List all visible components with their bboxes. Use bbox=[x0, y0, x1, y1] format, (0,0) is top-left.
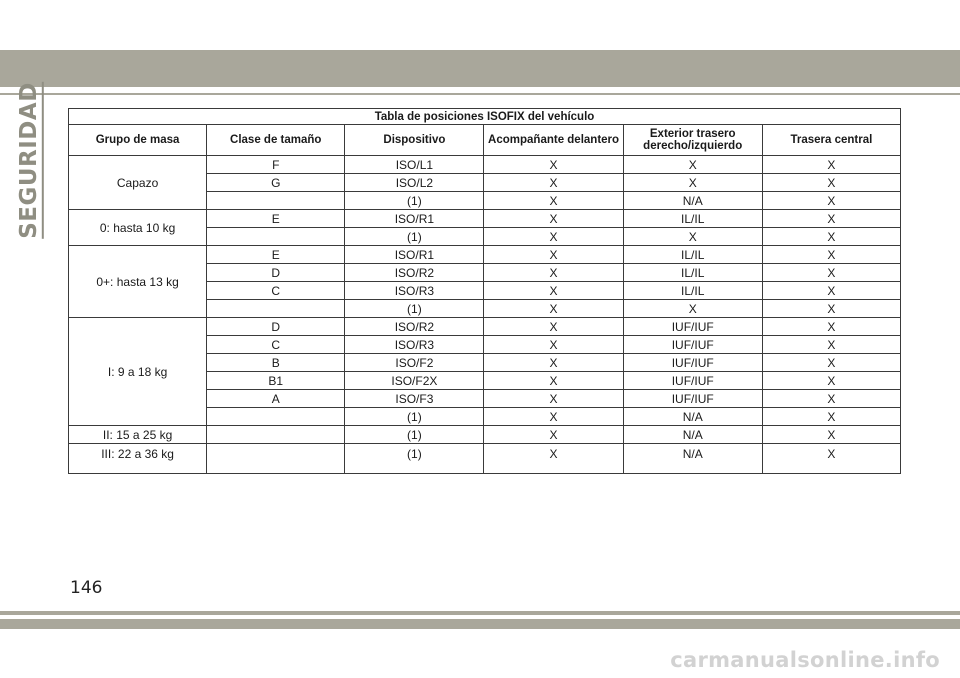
table-cell: X bbox=[762, 390, 900, 408]
column-header: Exterior trasero derecho/izquierdo bbox=[623, 125, 762, 156]
table-cell: X bbox=[484, 156, 623, 174]
table-cell: F bbox=[207, 156, 345, 174]
table-title-row bbox=[69, 109, 901, 125]
table-cell: IL/IL bbox=[623, 264, 762, 282]
table-cell: X bbox=[484, 372, 623, 390]
page-number: 146 bbox=[70, 578, 103, 598]
mass-group-cell: Capazo bbox=[69, 156, 207, 210]
table-cell: X bbox=[484, 174, 623, 192]
table-cell: ISO/R3 bbox=[345, 336, 484, 354]
table-cell: X bbox=[623, 228, 762, 246]
table-cell bbox=[207, 444, 345, 474]
table-cell: X bbox=[762, 318, 900, 336]
table-cell: (1) bbox=[345, 444, 484, 474]
table-cell: X bbox=[762, 426, 900, 444]
table-cell: X bbox=[484, 246, 623, 264]
mass-group-cell: 0+: hasta 13 kg bbox=[69, 246, 207, 318]
table-cell: ISO/R1 bbox=[345, 246, 484, 264]
table-cell: X bbox=[484, 444, 623, 474]
footer-rule bbox=[0, 611, 960, 615]
table-cell: X bbox=[484, 390, 623, 408]
table-cell: (1) bbox=[345, 300, 484, 318]
table-cell: X bbox=[484, 264, 623, 282]
column-header: Grupo de masa bbox=[69, 125, 207, 156]
mass-group-cell: II: 15 a 25 kg bbox=[69, 426, 207, 444]
watermark: carmanualsonline.info bbox=[670, 648, 940, 672]
table-cell: IUF/IUF bbox=[623, 318, 762, 336]
table-cell: X bbox=[762, 246, 900, 264]
header-band bbox=[0, 50, 960, 87]
table-cell: (1) bbox=[345, 228, 484, 246]
table-cell: X bbox=[762, 300, 900, 318]
table-row bbox=[69, 156, 901, 174]
table-cell: (1) bbox=[345, 192, 484, 210]
column-header: Acompañante delantero bbox=[484, 125, 623, 156]
table-cell bbox=[207, 228, 345, 246]
table-cell: X bbox=[762, 354, 900, 372]
section-label: SEGURIDAD bbox=[15, 81, 42, 239]
table-cell: N/A bbox=[623, 444, 762, 474]
table-cell: X bbox=[762, 372, 900, 390]
table-cell: X bbox=[484, 282, 623, 300]
table-cell: ISO/F2 bbox=[345, 354, 484, 372]
column-header: Dispositivo bbox=[345, 125, 484, 156]
table-cell: IL/IL bbox=[623, 282, 762, 300]
table-cell: X bbox=[484, 408, 623, 426]
table-cell: D bbox=[207, 264, 345, 282]
table-row bbox=[69, 210, 901, 228]
table-cell: IUF/IUF bbox=[623, 390, 762, 408]
table-cell: X bbox=[484, 210, 623, 228]
table-cell: C bbox=[207, 336, 345, 354]
table-cell: X bbox=[762, 282, 900, 300]
table-title: Tabla de posiciones ISOFIX del vehículo bbox=[69, 109, 901, 125]
section-tab bbox=[10, 81, 50, 239]
column-header: Clase de tamaño bbox=[207, 125, 345, 156]
table-cell: N/A bbox=[623, 192, 762, 210]
table-cell: G bbox=[207, 174, 345, 192]
table-cell: D bbox=[207, 318, 345, 336]
table-row bbox=[69, 426, 901, 444]
mass-group-cell: 0: hasta 10 kg bbox=[69, 210, 207, 246]
table-cell: IL/IL bbox=[623, 210, 762, 228]
table-cell: X bbox=[762, 192, 900, 210]
table-cell bbox=[207, 300, 345, 318]
isofix-table bbox=[68, 108, 901, 474]
table-cell: X bbox=[762, 444, 900, 474]
footer-band bbox=[0, 619, 960, 629]
table-row bbox=[69, 246, 901, 264]
table-cell: IUF/IUF bbox=[623, 336, 762, 354]
table-header-row bbox=[69, 125, 901, 156]
table-cell: (1) bbox=[345, 426, 484, 444]
table-cell bbox=[207, 192, 345, 210]
table-cell: X bbox=[623, 156, 762, 174]
table-cell: N/A bbox=[623, 426, 762, 444]
mass-group-cell: I: 9 a 18 kg bbox=[69, 318, 207, 426]
table-cell: X bbox=[762, 156, 900, 174]
table-cell: E bbox=[207, 246, 345, 264]
table-cell: IUF/IUF bbox=[623, 354, 762, 372]
table-cell: X bbox=[484, 192, 623, 210]
table-cell: X bbox=[484, 228, 623, 246]
table-cell: ISO/R1 bbox=[345, 210, 484, 228]
table-cell bbox=[207, 408, 345, 426]
table-cell: ISO/F2X bbox=[345, 372, 484, 390]
table-cell: ISO/L2 bbox=[345, 174, 484, 192]
table-cell: IL/IL bbox=[623, 246, 762, 264]
table-cell: X bbox=[484, 318, 623, 336]
table-cell: ISO/L1 bbox=[345, 156, 484, 174]
table-cell: X bbox=[762, 210, 900, 228]
table-cell: X bbox=[484, 354, 623, 372]
table-cell: X bbox=[484, 426, 623, 444]
table-cell: B bbox=[207, 354, 345, 372]
table-cell: C bbox=[207, 282, 345, 300]
table-cell: X bbox=[484, 336, 623, 354]
table-cell: B1 bbox=[207, 372, 345, 390]
table-row bbox=[69, 444, 901, 474]
mass-group-cell: III: 22 a 36 kg bbox=[69, 444, 207, 474]
table-cell: IUF/IUF bbox=[623, 372, 762, 390]
table-body bbox=[69, 156, 901, 474]
table-cell: ISO/F3 bbox=[345, 390, 484, 408]
table-cell: X bbox=[623, 174, 762, 192]
table-cell: A bbox=[207, 390, 345, 408]
table-cell bbox=[207, 426, 345, 444]
table-cell: X bbox=[762, 408, 900, 426]
table-cell: X bbox=[762, 228, 900, 246]
table-cell: ISO/R2 bbox=[345, 318, 484, 336]
table-row bbox=[69, 318, 901, 336]
table-cell: (1) bbox=[345, 408, 484, 426]
table-cell: E bbox=[207, 210, 345, 228]
table-cell: X bbox=[762, 336, 900, 354]
header-rule bbox=[0, 93, 960, 95]
column-header: Trasera central bbox=[762, 125, 900, 156]
table-cell: N/A bbox=[623, 408, 762, 426]
table-cell: X bbox=[484, 300, 623, 318]
table-cell: X bbox=[762, 264, 900, 282]
table-cell: X bbox=[762, 174, 900, 192]
table-cell: ISO/R3 bbox=[345, 282, 484, 300]
table-cell: X bbox=[623, 300, 762, 318]
table-cell: ISO/R2 bbox=[345, 264, 484, 282]
